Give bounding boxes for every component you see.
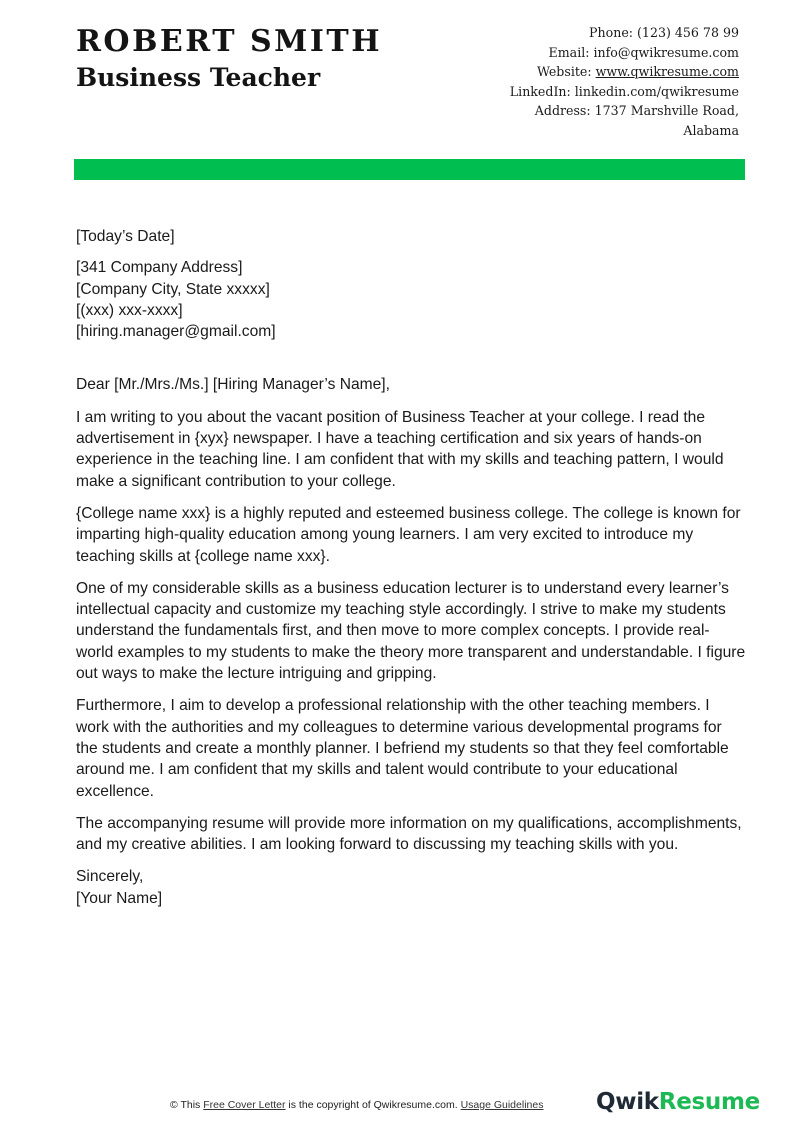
candidate-name: ROBERT SMITH [76, 24, 383, 59]
contact-linkedin: LinkedIn: linkedin.com/qwikresume [509, 83, 739, 99]
contact-website [419, 62, 739, 82]
accent-divider-bar [74, 159, 745, 180]
website-link[interactable]: www.qwikresume.com [595, 64, 739, 79]
footer-middle: is the copyright of Qwikresume.com. [285, 1099, 461, 1111]
footer-copyright [170, 1099, 543, 1111]
letter-body [76, 226, 746, 909]
recipient-email: [hiring.manager@gmail.com] [76, 323, 276, 341]
job-title: Business Teacher [76, 63, 321, 92]
paragraph-4: Furthermore, I aim to develop a professional relationship with the other teaching members. I work with the authorities and my colleagues to determine various developmental programs for the students and create a monthly planner. I befriend my students so that they feel comfortable around me. I am confident that my skills and talent would contribute to your educational excellence. [76, 697, 729, 800]
signature: [Your Name] [76, 889, 163, 907]
qwikresume-logo[interactable] [596, 1089, 760, 1115]
letter-date: [Today’s Date] [76, 228, 175, 245]
contact-block [419, 23, 739, 140]
contact-address-line2: Alabama [683, 122, 739, 138]
recipient-phone: [(xxx) xxx-xxxx] [76, 301, 183, 319]
paragraph-2: {College name xxx} is a highly reputed and esteemed business college. The college is known for imparting high-quality education among young learners. I am very excited to introduce my teaching skills at {college name xxx}. [76, 504, 741, 565]
website-label: Website: [536, 64, 596, 79]
recipient-city-state: [Company City, State xxxxx] [76, 280, 270, 298]
free-cover-letter-link[interactable]: Free Cover Letter [203, 1099, 286, 1111]
footer-prefix: © This [170, 1099, 204, 1111]
contact-address-line1: Address: 1737 Marshville Road, [534, 103, 739, 118]
logo-qwik: Qwik [596, 1089, 659, 1115]
paragraph-1: I am writing to you about the vacant position of Business Teacher at your college. I read the advertisement in {xyx} newspaper. I have a teaching certification and six years of hands-on experience in the teaching line. I am confident that with my skills and teaching pattern, I would make a significant contribution to your college. [76, 408, 724, 490]
contact-phone: Phone: (123) 456 78 99 [589, 25, 739, 40]
paragraph-5: The accompanying resume will provide more information on my qualifications, accomplishments, and my creative abilities. I am looking forward to discussing my teaching skills with you. [76, 814, 742, 854]
paragraph-3: One of my considerable skills as a business education lecturer is to understand every learner’s intellectual capacity and customize my teaching style accordingly. I strive to make my students understand the fundamentals first, and then move to more complex concepts. I provide real-world examples to my students to make the theory more transparent and understandable. I figure out ways to make the lecture intriguing and gripping. [76, 579, 746, 683]
recipient-address: [341 Company Address] [76, 259, 243, 277]
closing: Sincerely, [76, 868, 144, 886]
salutation: Dear [Mr./Mrs./Ms.] [Hiring Manager’s Name], [76, 376, 390, 394]
contact-email: Email: info@qwikresume.com [548, 44, 739, 60]
usage-guidelines-link[interactable]: Usage Guidelines [460, 1099, 544, 1111]
logo-resume: Resume [658, 1089, 760, 1115]
